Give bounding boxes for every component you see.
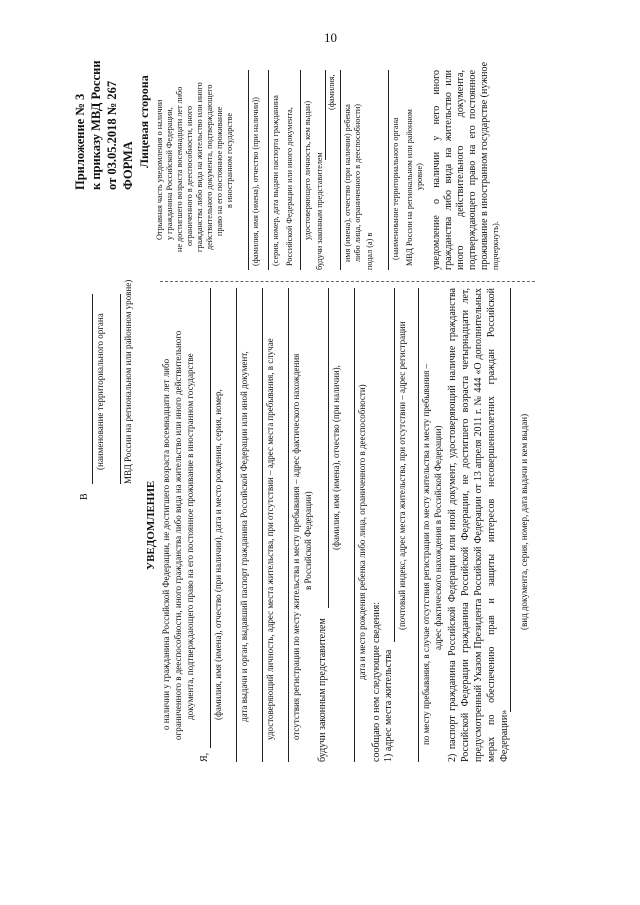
annex-date-number: от 03.05.2018 № 267 xyxy=(105,80,119,190)
i-prefix: Я, xyxy=(199,752,210,762)
item1-label: 1) адрес места жительства xyxy=(383,649,394,762)
identity-caption: удостоверяющий личность, адрес места жительства, при отсутствии – адрес места пребывания, в случае xyxy=(265,338,275,740)
item1-line-2 xyxy=(418,288,419,762)
stub-organ-line xyxy=(388,70,389,270)
item2-line-2: Российской Федерации гражданина Российской Федерации, не достигшего возраста четырнадцати лет, xyxy=(460,288,471,762)
item1-caption-3: адрес фактического нахождения в Российской Федерации) xyxy=(433,425,443,650)
stub-passport-line3: удостоверяющего личность, кем выдан) xyxy=(303,100,312,240)
stub-intro-4: ограниченного в дееспособности, иного xyxy=(185,105,194,246)
doc-caption: (вид документа, серия, номер, дата выдачи и кем выдан) xyxy=(519,413,529,630)
annex-order: к приказу МВД России xyxy=(89,60,103,190)
child-caption: дата и место рождения ребенка либо лица, ограниченного в дееспособности) xyxy=(357,384,367,680)
stub-legal-rep-line xyxy=(325,70,326,160)
fio-caption: (фамилия, имя (имена), отчество (при наличии), дата и место рождения, серия, номер, xyxy=(213,389,223,720)
stub-intro-7: право на его постоянное проживание xyxy=(215,106,224,236)
item2-line-4: мерах по обеспечению прав и защиты интересов несовершеннолетних граждан Российской xyxy=(486,288,497,762)
stub-intro-1: Отрывная часть уведомления о наличии xyxy=(155,99,164,240)
stub-legal-rep-caption: (фамилия, xyxy=(327,74,336,110)
report-label: сообщаю о нем следующие сведения: xyxy=(371,601,382,762)
passport-caption: дата выдачи и орган, выдавший паспорт гражданина Российской Федерации или иной документ, xyxy=(239,351,249,722)
fio-line xyxy=(210,288,211,748)
stub-organ-caption: (наименование территориального органа xyxy=(391,117,400,260)
tear-off-line xyxy=(160,281,535,282)
stub-notice-5: проживание в иностранном государстве (нужное xyxy=(479,61,490,270)
stub-identity-line xyxy=(300,70,301,270)
passport-line xyxy=(236,288,237,762)
stub-child-2: либо лица, ограниченного в дееспособности) xyxy=(353,104,362,262)
stub-notice-2: гражданства либо вида на жительство или xyxy=(443,70,454,270)
legal-rep-caption: (фамилия, имя (имена), отчество (при наличии), xyxy=(331,365,341,550)
stub-submitted: подал (а) в xyxy=(365,232,374,270)
legal-rep-line xyxy=(328,288,329,608)
stub-passport-caption: (серия, номер, дата выдачи паспорта гражданина xyxy=(271,95,280,266)
addressee-caption: (наименование территориального органа xyxy=(95,313,105,470)
stub-passport-line2: Российской Федерации или иного документа, xyxy=(285,107,294,266)
absence-caption: отсутствия регистрации по месту жительства и месту пребывания – адрес фактического нахождения xyxy=(291,353,301,740)
stub-child-1: имя (имена), отчество (при наличии) ребенка xyxy=(343,104,352,262)
stub-notice-1: уведомление о наличии у него иного xyxy=(431,70,442,270)
stub-legal-rep: будучи законным представителем xyxy=(315,152,324,270)
stub-intro-3: не достигшего возраста восемнадцати лет либо xyxy=(175,86,184,252)
item1-line xyxy=(394,288,395,642)
rotated-form xyxy=(70,60,540,880)
addressee-prefix: В xyxy=(79,493,90,500)
stub-intro-2: у гражданина Российской Федерации, xyxy=(165,107,174,240)
stub-intro-5: гражданства либо вида на жительство или иного xyxy=(195,82,204,252)
item1-caption-2: по месту пребывания, в случае отсутствия регистрации по месту жительства и месту пребывания – xyxy=(421,363,431,745)
form-label: ФОРМА xyxy=(121,141,135,190)
notice-sub-3: документа, подтверждающего право на его постоянное проживание в иностранном государстве xyxy=(185,353,195,720)
stub-child-line xyxy=(340,70,341,270)
addressee-line xyxy=(92,294,93,484)
stub-organ-level: МВД России на региональном или районном xyxy=(405,109,414,266)
stub-intro-8: в иностранном государстве xyxy=(225,112,234,208)
absence-line xyxy=(288,288,289,762)
stub-fio-caption: (фамилия, имя (имена), отчество (при наличии)) xyxy=(251,97,260,266)
stub-notice-4: подтверждающего право на его постоянное xyxy=(467,70,478,270)
front-side-label: Лицевая сторона xyxy=(137,75,151,168)
notice-sub-1: о наличии у гражданина Российской Федерации, не достигшего возраста восемнадцати лет либо xyxy=(161,358,171,730)
stub-level-word: уровне) xyxy=(415,163,424,190)
child-line xyxy=(354,288,355,762)
legal-rep-label: будучи законным представителем xyxy=(317,618,328,762)
item2-line-3: предусмотренный Указом Президента Российской Федерации от 13 апреля 2011 г. № 444 «О дополнительных xyxy=(473,288,484,762)
addressee-line-2 xyxy=(120,294,121,484)
stub-passport-line xyxy=(268,70,269,270)
page-number: 10 xyxy=(324,30,337,45)
notice-sub-2: ограниченного в дееспособности, иного гражданства либо вида на жительство или иного действительного xyxy=(173,330,183,740)
stub-intro-6: действительного документа, подтверждающего xyxy=(205,84,214,250)
stub-fio-line xyxy=(248,70,249,270)
notice-heading: УВЕДОМЛЕНИЕ xyxy=(145,480,157,570)
doc-line xyxy=(510,288,511,712)
stub-notice-6: подчеркнуть). xyxy=(491,221,500,270)
identity-line xyxy=(262,288,263,762)
item2-line-1: 2) паспорт гражданина Российской Федерации или иной документ, удостоверяющий наличие гражданства xyxy=(447,288,458,762)
item1-caption: (почтовый индекс, адрес места жительства, при отсутствии – адрес регистрации xyxy=(397,321,407,630)
addressee-level: МВД России на региональном или районном уровне) xyxy=(123,279,133,484)
absence-caption-2: в Российской Федерации) xyxy=(303,491,313,590)
annex-title: Приложение № 3 xyxy=(73,93,87,190)
item2-last: Федерации» xyxy=(499,709,510,762)
stub-notice-3: иного действительного документа, xyxy=(455,70,466,270)
